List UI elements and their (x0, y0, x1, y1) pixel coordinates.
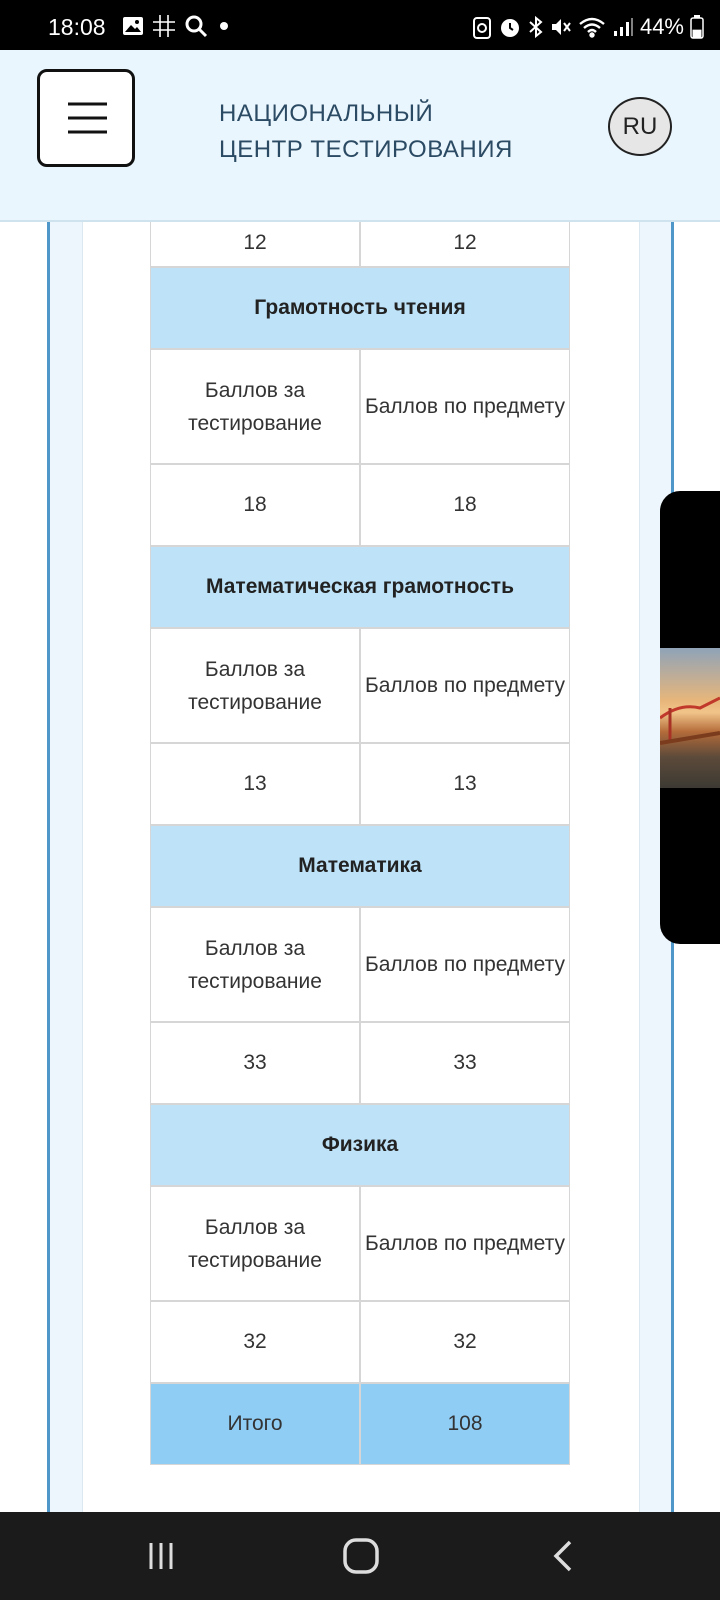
table-row (150, 628, 570, 743)
table-row (150, 907, 570, 1022)
home-icon (341, 1536, 381, 1576)
results-table (150, 222, 570, 1465)
system-icons (472, 14, 704, 40)
site-title[interactable] (219, 96, 513, 168)
navigation-bar (0, 1512, 720, 1600)
table-row (150, 464, 570, 546)
score-cell: 32 (150, 1301, 360, 1383)
grid-icon (152, 14, 176, 38)
wifi-icon (578, 16, 606, 38)
column-label: Баллов за тестирование (150, 907, 360, 1022)
table-row (150, 1022, 570, 1104)
battery-text: 44% (639, 14, 684, 39)
site-title-line-1: НАЦИОНАЛЬНЫЙ (219, 100, 434, 127)
recent-apps-button[interactable] (131, 1534, 191, 1578)
score-cell: 13 (360, 743, 570, 825)
total-row (150, 1383, 570, 1465)
score-cell: 33 (360, 1022, 570, 1104)
recycle-icon (472, 15, 492, 39)
back-icon (546, 1538, 582, 1574)
hamburger-icon (40, 72, 132, 164)
subject-name: Грамотность чтения (150, 267, 570, 349)
column-label: Баллов по предмету (360, 349, 570, 464)
total-label: Итого (150, 1383, 360, 1465)
column-label: Баллов по предмету (360, 907, 570, 1022)
clock: 18:08 (48, 14, 106, 40)
status-bar (0, 0, 720, 50)
column-label: Баллов за тестирование (150, 1186, 360, 1301)
table-row (150, 1301, 570, 1383)
menu-button[interactable] (37, 69, 135, 167)
score-cell: 18 (150, 464, 360, 546)
bridge-photo-icon (660, 648, 720, 788)
subject-row (150, 267, 570, 349)
table-row (150, 349, 570, 464)
back-button[interactable] (534, 1534, 594, 1578)
mute-icon (550, 16, 572, 38)
column-label: Баллов за тестирование (150, 349, 360, 464)
column-label: Баллов по предмету (360, 1186, 570, 1301)
table-row (150, 222, 570, 267)
home-button[interactable] (331, 1534, 391, 1578)
signal-icon (612, 16, 634, 38)
edge-panel-handle[interactable] (660, 491, 720, 944)
main-content[interactable] (0, 222, 720, 1512)
score-cell: 33 (150, 1022, 360, 1104)
score-cell: 12 (360, 222, 570, 267)
dot-icon (216, 18, 232, 34)
language-button[interactable]: RU (608, 97, 672, 156)
edge-panel-thumbnail[interactable] (660, 648, 720, 788)
search-icon (184, 14, 208, 38)
site-title-line-2: ЦЕНТР ТЕСТИРОВАНИЯ (219, 136, 513, 163)
score-cell: 32 (360, 1301, 570, 1383)
table-row (150, 743, 570, 825)
subject-name: Математическая грамотность (150, 546, 570, 628)
column-label: Баллов за тестирование (150, 628, 360, 743)
score-cell: 13 (150, 743, 360, 825)
notification-icons (122, 14, 232, 38)
gallery-icon (122, 16, 144, 36)
subject-name: Математика (150, 825, 570, 907)
subject-row (150, 825, 570, 907)
alarm-icon (498, 15, 522, 39)
score-cell: 18 (360, 464, 570, 546)
recent-apps-icon (143, 1538, 179, 1574)
subject-row (150, 1104, 570, 1186)
total-value: 108 (360, 1383, 570, 1465)
bluetooth-icon (528, 15, 544, 39)
battery-icon (690, 15, 704, 39)
score-cell: 12 (150, 222, 360, 267)
subject-row (150, 546, 570, 628)
column-label: Баллов по предмету (360, 628, 570, 743)
frame-panel-left (50, 222, 83, 1512)
table-row (150, 1186, 570, 1301)
subject-name: Физика (150, 1104, 570, 1186)
